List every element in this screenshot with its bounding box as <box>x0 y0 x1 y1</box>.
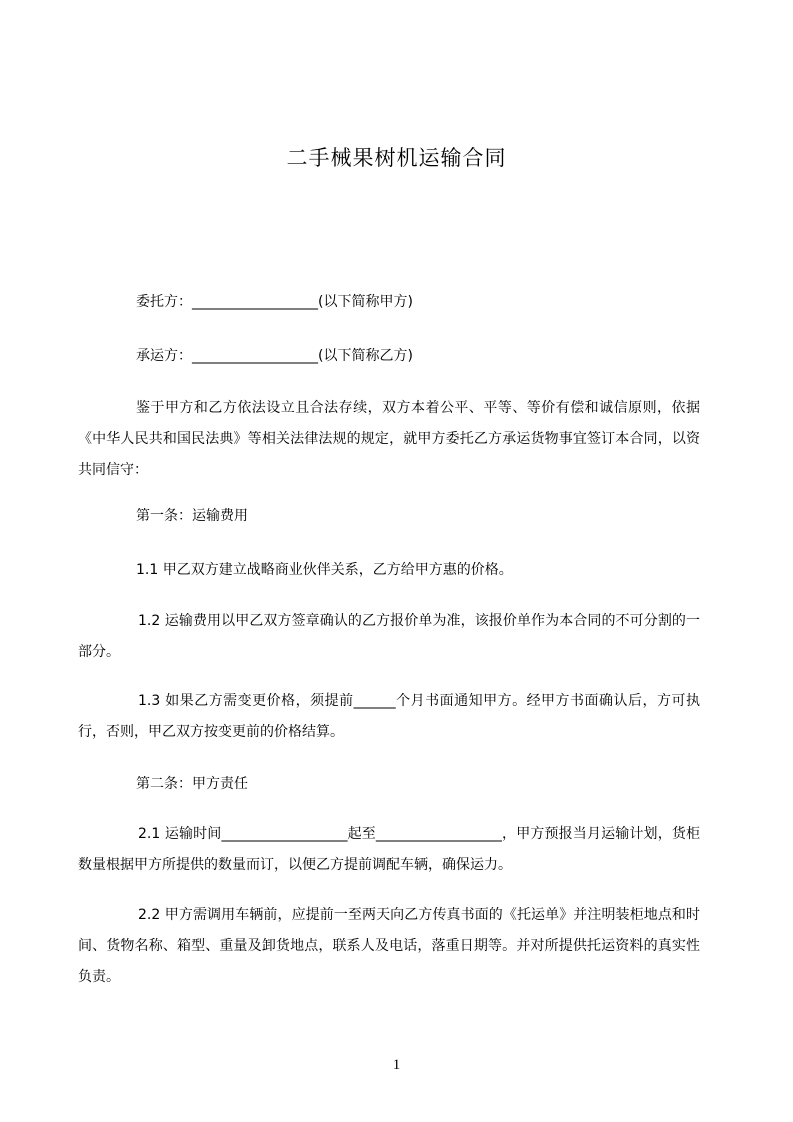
party-a-line: 委托方：__________________(以下简称甲方) <box>136 294 413 310</box>
article-2-heading: 第二条：甲方责任 <box>136 776 248 792</box>
preamble-paragraph: 鉴于甲方和乙方依法设立且合法存续，双方本着公平、平等、等价有偿和诚信原则，依据《中华人民共和国民法典》等相关法律法规的规定，就甲方委托乙方承运货物事宜签订本合同，以资共同信守： <box>78 400 700 478</box>
clause-1-3: 1.3 如果乙方需变更价格，须提前______个月书面通知甲方。经甲方书面确认后，方可执行，否则，甲乙双方按变更前的价格结算。 <box>78 693 700 740</box>
clause-2-1: 2.1 运输时间__________________起至__________________，甲方预报当月运输计划，货柜数量根据甲方所提供的数量而订，以便乙方提前调配车辆，确保运力。 <box>78 826 700 873</box>
clause-2-2: 2.2 甲方需调用车辆前，应提前一至两天向乙方传真书面的《托运单》并注明装柜地点和时间、货物名称、箱型、重量及卸货地点，联系人及电话，落重日期等。并对所提供托运资料的真实性负责。 <box>78 907 700 985</box>
clause-1-2: 1.2 运输费用以甲乙双方签章确认的乙方报价单为准，该报价单作为本合同的不可分割的一部分。 <box>78 613 700 660</box>
clause-1-1: 1.1 甲乙双方建立战略商业伙伴关系，乙方给甲方惠的价格。 <box>136 562 513 578</box>
party-b-line: 承运方：__________________(以下简称乙方) <box>136 348 413 364</box>
article-1-heading: 第一条：运输费用 <box>136 508 248 524</box>
page-number: 1 <box>392 1057 401 1073</box>
document-title: 二手械果树机运输合同 <box>286 146 507 170</box>
